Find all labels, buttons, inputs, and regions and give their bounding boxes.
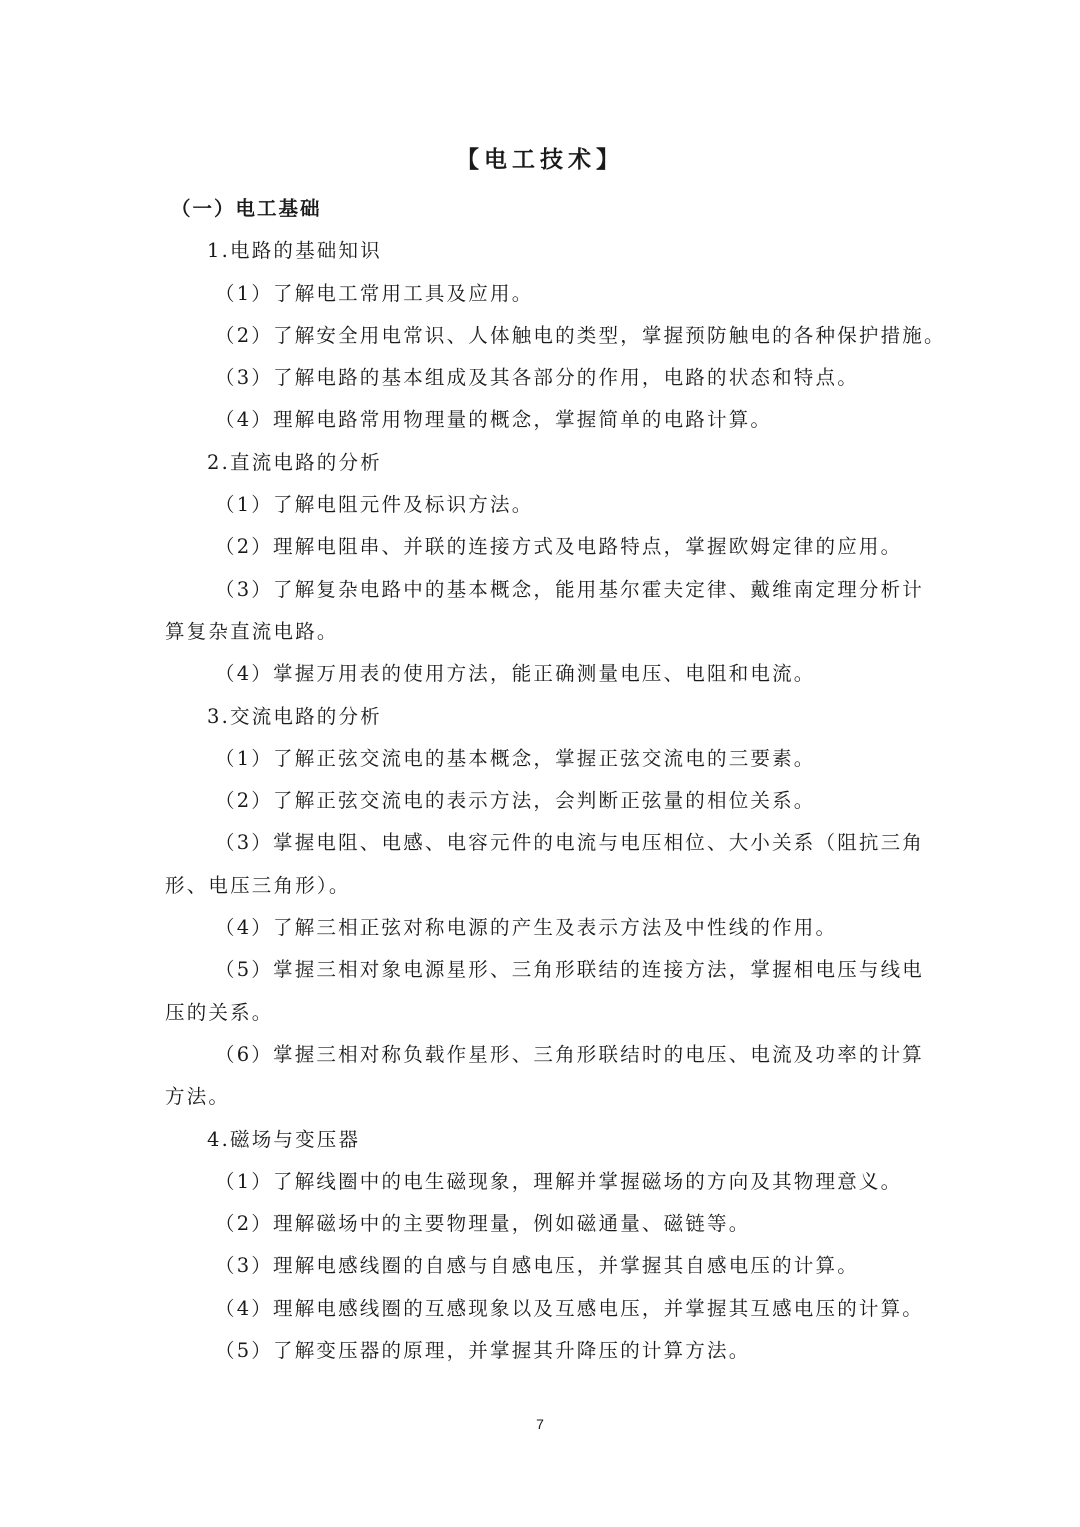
topic-heading: 3.交流电路的分析 xyxy=(207,704,382,728)
list-item: （6）掌握三相对称负载作星形、三角形联结时的电压、电流及功率的计算 xyxy=(215,1042,925,1066)
list-item-continuation: 压的关系。 xyxy=(165,1000,274,1024)
list-item: （4）理解电感线圈的互感现象以及互感电压，并掌握其互感电压的计算。 xyxy=(215,1296,925,1320)
list-item: （5）掌握三相对象电源星形、三角形联结的连接方法，掌握相电压与线电 xyxy=(215,958,925,982)
list-item: （1）了解电阻元件及标识方法。 xyxy=(215,493,534,517)
list-item: （3）掌握电阻、电感、电容元件的电流与电压相位、大小关系（阻抗三角 xyxy=(215,831,925,855)
topic-heading: 2.直流电路的分析 xyxy=(207,450,382,474)
list-item: （2）了解安全用电常识、人体触电的类型，掌握预防触电的各种保护措施。 xyxy=(215,323,946,347)
list-item: （5）了解变压器的原理，并掌握其升降压的计算方法。 xyxy=(215,1339,751,1363)
list-item-continuation: 形、电压三角形）。 xyxy=(165,873,351,897)
list-item: （2）理解磁场中的主要物理量，例如磁通量、磁链等。 xyxy=(215,1212,751,1236)
section-heading: （一）电工基础 xyxy=(171,197,322,220)
list-item: （1）了解电工常用工具及应用。 xyxy=(215,281,534,305)
list-item: （4）理解电路常用物理量的概念，掌握简单的电路计算。 xyxy=(215,408,773,432)
list-item: （1）了解正弦交流电的基本概念，掌握正弦交流电的三要素。 xyxy=(215,746,816,770)
topic-heading: 4.磁场与变压器 xyxy=(207,1127,361,1151)
list-item: （1）了解线圈中的电生磁现象，理解并掌握磁场的方向及其物理意义。 xyxy=(215,1169,903,1193)
list-item: （2）理解电阻串、并联的连接方式及电路特点，掌握欧姆定律的应用。 xyxy=(215,535,903,559)
page-number: 7 xyxy=(536,1416,544,1432)
list-item: （3）了解电路的基本组成及其各部分的作用，电路的状态和特点。 xyxy=(215,366,859,390)
list-item: （3）了解复杂电路中的基本概念，能用基尔霍夫定律、戴维南定理分析计 xyxy=(215,577,925,601)
page-title: 【电工技术】 xyxy=(456,147,624,173)
list-item: （3）理解电感线圈的自感与自感电压，并掌握其自感电压的计算。 xyxy=(215,1254,859,1278)
list-item-continuation: 算复杂直流电路。 xyxy=(165,619,339,643)
list-item: （4）了解三相正弦对称电源的产生及表示方法及中性线的作用。 xyxy=(215,916,838,940)
list-item: （4）掌握万用表的使用方法，能正确测量电压、电阻和电流。 xyxy=(215,662,816,686)
document-body xyxy=(165,188,946,1372)
list-item-continuation: 方法。 xyxy=(165,1085,231,1109)
list-item: （2）了解正弦交流电的表示方法，会判断正弦量的相位关系。 xyxy=(215,789,816,813)
topic-heading: 1.电路的基础知识 xyxy=(207,239,382,263)
